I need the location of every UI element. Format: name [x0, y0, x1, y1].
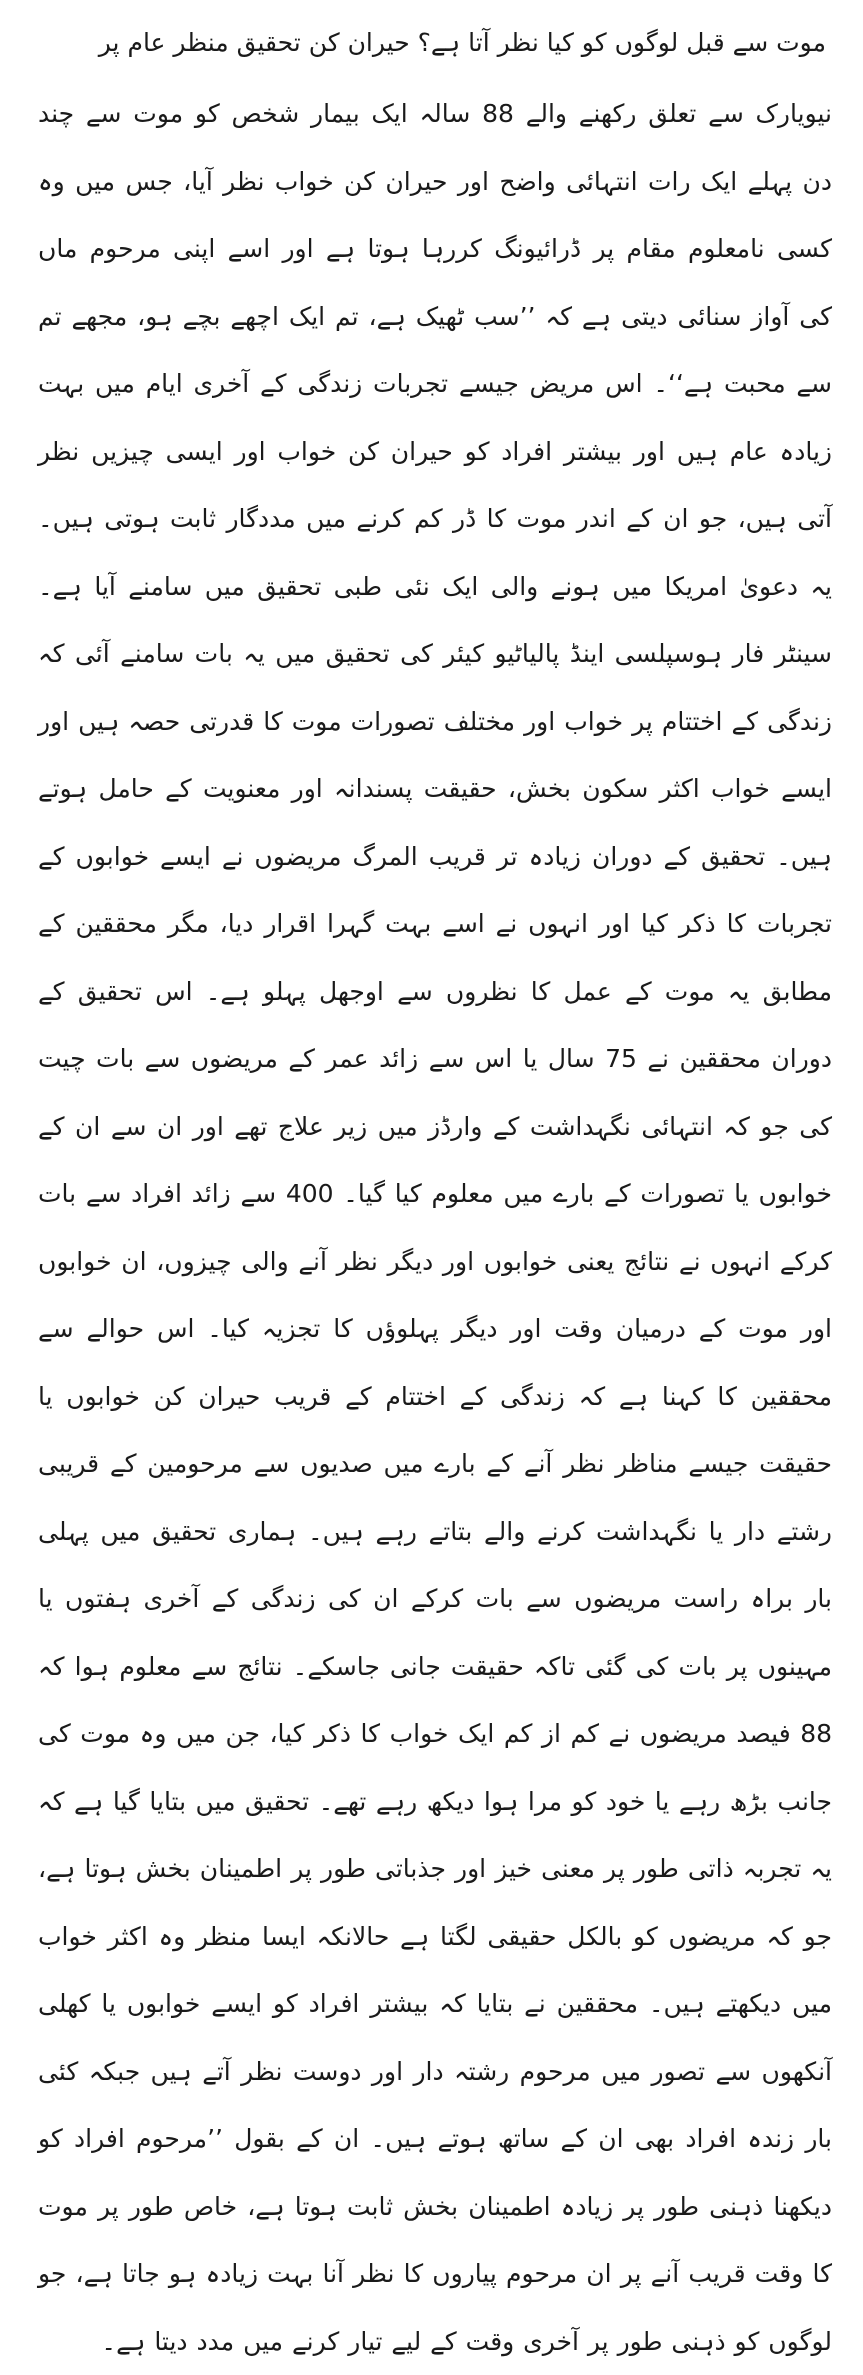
- news-article: [38, 18, 832, 2375]
- article-body: نیویارک سے تعلق رکھنے والے 88 سالہ ایک بیمار شخص کو موت سے چند دن پہلے ایک رات انتہائی واضح اور حیران کن خواب نظر آیا، جس میں وہ کسی نامعلوم مقام پر ڈرائیونگ کررہا ہوتا ہے اور اسے اپنی مرحوم ماں کی آواز سنائی دیتی ہے کہ ’’سب ٹھیک ہے، تم ایک اچھے بچے ہو، مجھے تم سے محبت ہے‘‘۔ اس مریض جیسے تجربات زندگی کے آخری ایام میں بہت زیادہ عام ہیں اور بیشتر افراد کو حیران کن خواب اور ایسی چیزیں نظر آتی ہیں، جو ان کے اندر موت کا ڈر کم کرنے میں مددگار ثابت ہوتی ہیں۔ یہ دعویٰ امریکا میں ہونے والی ایک نئی طبی تحقیق میں سامنے آیا ہے۔ سینٹر فار ہوسپلسی اینڈ پالیاٹیو کیئر کی تحقیق میں یہ بات سامنے آئی کہ زندگی کے اختتام پر خواب اور مختلف تصورات موت کا قدرتی حصہ ہیں اور ایسے خواب اکثر سکون بخش، حقیقت پسندانہ اور معنویت کے حامل ہوتے ہیں۔ تحقیق کے دوران زیادہ تر قریب المرگ مریضوں نے ایسے خوابوں کے تجربات کا ذکر کیا اور انہوں نے اسے بہت گہرا اقرار دیا، مگر محققین کے مطابق یہ موت کے عمل کا نظروں سے اوجھل پہلو ہے۔ اس تحقیق کے دوران محققین نے 75 سال یا اس سے زائد عمر کے مریضوں سے بات چیت کی جو کہ انتہائی نگہداشت کے وارڈز میں زیر علاج تھے اور ان سے ان کے خوابوں یا تصورات کے بارے میں معلوم کیا گیا۔ 400 سے زائد افراد سے بات کرکے انہوں نے نتائج یعنی خوابوں اور دیگر نظر آنے والی چیزوں، ان خوابوں اور موت کے درمیان وقت اور دیگر پہلوؤں کا تجزیہ کیا۔ اس حوالے سے محققین کا کہنا ہے کہ زندگی کے اختتام کے قریب حیران کن خوابوں یا حقیقت جیسے مناظر نظر آنے کے بارے میں صدیوں سے مرحومین کے قریبی رشتے دار یا نگہداشت کرنے والے بتاتے رہے ہیں۔ ہماری تحقیق میں پہلی بار براہ راست مریضوں سے بات کرکے ان کی زندگی کے آخری ہفتوں یا مہینوں پر بات کی گئی تاکہ حقیقت جانی جاسکے۔ نتائج سے معلوم ہوا کہ 88 فیصد مریضوں نے کم از کم ایک خواب کا ذکر کیا، جن میں وہ موت کی جانب بڑھ رہے یا خود کو مرا ہوا دیکھ رہے تھے۔ تحقیق میں بتایا گیا ہے کہ یہ تجربہ ذاتی طور پر معنی خیز اور جذباتی طور پر اطمینان بخش ہوتا ہے، جو کہ مریضوں کو بالکل حقیقی لگتا ہے حالانکہ ایسا منظر وہ اکثر خواب میں دیکھتے ہیں۔ محققین نے بتایا کہ بیشتر افراد کو ایسے خوابوں یا کھلی آنکھوں سے تصور میں مرحوم رشتہ دار اور دوست نظر آتے ہیں جبکہ کئی بار زندہ افراد بھی ان کے ساتھ ہوتے ہیں۔ ان کے بقول ’’مرحوم افراد کو دیکھنا ذہنی طور پر زیادہ اطمینان بخش ثابت ہوتا ہے، خاص طور پر موت کا وقت قریب آنے پر ان مرحوم پیاروں کا نظر آنا بہت زیادہ ہو جاتا ہے، جو لوگوں کو ذہنی طور پر آخری وقت کے لیے تیار کرنے میں مدد دیتا ہے۔: [38, 99, 833, 2356]
- article-headline: موت سے قبل لوگوں کو کیا نظر آتا ہے؟ حیران کن تحقیق منظر عام پر: [98, 28, 826, 57]
